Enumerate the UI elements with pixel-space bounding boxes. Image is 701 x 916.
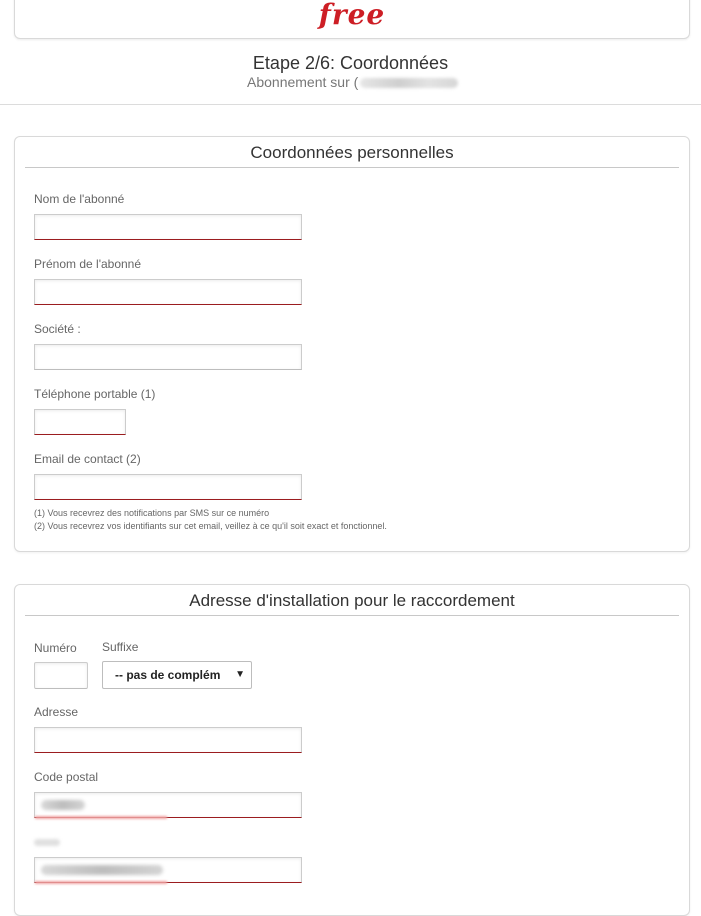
redacted-postal-code (41, 800, 85, 810)
suffix-select[interactable] (102, 661, 252, 689)
redacted-city-label (34, 839, 60, 846)
installation-address-section (14, 584, 690, 916)
subscription-label: Abonnement sur ( (247, 74, 359, 90)
last-name-label: Nom de l'abonné (34, 192, 125, 206)
suffix-selected-value: -- pas de complém (115, 668, 221, 682)
personal-details-section (14, 136, 690, 552)
city-highlight (35, 881, 167, 884)
postal-code-input[interactable] (34, 792, 302, 818)
first-name-input[interactable] (34, 279, 302, 305)
company-label: Société : (34, 322, 81, 336)
address-input[interactable] (34, 727, 302, 753)
mobile-phone-label: Téléphone portable (1) (34, 387, 156, 401)
suffix-label: Suffixe (102, 640, 139, 654)
first-name-label: Prénom de l'abonné (34, 257, 142, 271)
mobile-phone-input[interactable] (34, 409, 126, 435)
header-card (14, 0, 690, 39)
postal-code-label: Code postal (34, 770, 99, 784)
last-name-input[interactable] (34, 214, 302, 240)
city-input[interactable] (34, 857, 302, 883)
step-subtitle (247, 74, 458, 90)
email-input[interactable] (34, 474, 302, 500)
redacted-phone-number (360, 78, 458, 88)
step-title: Etape 2/6: Coordonnées (252, 53, 449, 73)
postal-code-highlight (35, 816, 167, 819)
installation-section-title: Adresse d'installation pour le raccordement (25, 585, 679, 616)
street-number-input[interactable] (34, 662, 88, 689)
caret-down-icon: ▼ (235, 669, 245, 680)
company-input[interactable] (34, 344, 302, 370)
header-divider (0, 104, 701, 105)
redacted-city-value (41, 865, 163, 875)
street-number-label: Numéro (34, 641, 77, 655)
email-label: Email de contact (2) (34, 452, 141, 466)
sms-note: (1) Vous recevrez des notifications par SMS sur ce numéro (34, 508, 270, 518)
address-label: Adresse (34, 705, 79, 719)
personal-section-title: Coordonnées personnelles (25, 137, 679, 168)
free-logo[interactable]: free (318, 0, 386, 31)
email-note: (2) Vous recevrez vos identifiants sur cet email, veillez à ce qu'il soit exact et fonctionnel. (34, 521, 387, 531)
